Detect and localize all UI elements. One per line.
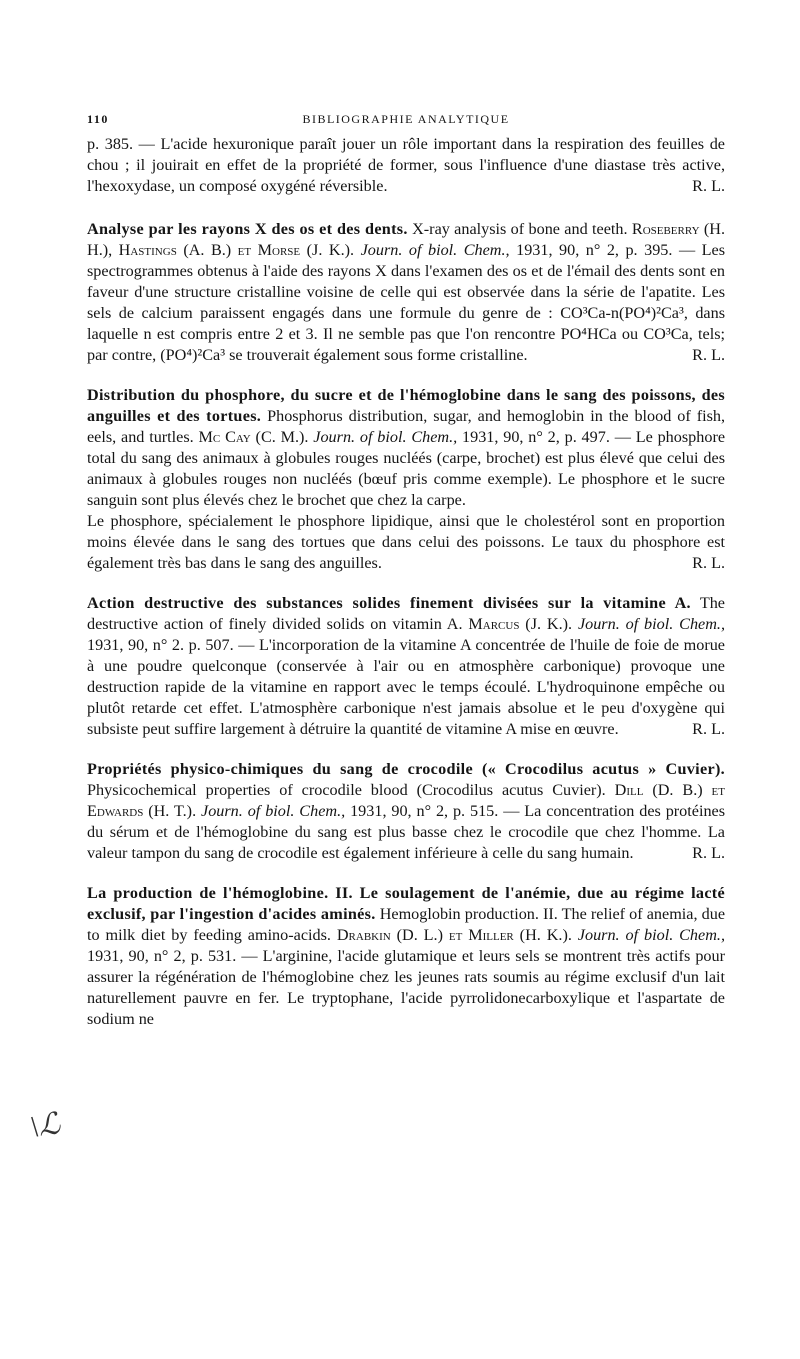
entry-paragraph (87, 883, 725, 1030)
entry-text: p. 385. — L'acide hexuronique paraît jouer un rôle important dans la respiration des feuilles de chou ; il jouirait en effet de la propriété de former, sous l'influence d'une diastase très active, l'hexoxydase, un composé oxygéné réversible. R. L. (87, 135, 725, 195)
signature: R. L. (692, 720, 725, 738)
journal: Journ. of biol. Chem., (201, 802, 346, 820)
journal: Journ. of biol. Chem., (313, 428, 458, 446)
entry-title: La production de l'hémoglobine. II. Le soulagement de l'anémie, due au régime lacté exclusif, par l'ingestion d'acides aminés. (87, 884, 725, 923)
entry-title: Distribution du phosphore, du sucre et de l'hémoglobine dans le sang des poissons, des anguilles et des tortues. (87, 386, 725, 425)
page (87, 112, 725, 1030)
authors: Roseberry (H. H.), Hastings (A. B.) et Morse (J. K.). (87, 220, 726, 259)
entry-title: Propriétés physico-chimiques du sang de crocodile (« Crocodilus acutus » Cuvier). (87, 760, 725, 778)
entry-paragraph (87, 759, 725, 864)
reference: 1931, 90, n° 2, p. 395. (516, 241, 673, 259)
entry-title: Action destructive des substances solides finement divisées sur la vitamine A. (87, 594, 691, 612)
english-title: X-ray analysis of bone and teeth. (412, 220, 628, 238)
entry-title: Analyse par les rayons X des os et des dents. (87, 220, 408, 238)
journal: Journ. of biol. Chem., (577, 926, 725, 944)
abstract: — L'arginine, l'acide glutamique et leurs sels se montrent très actifs pour assurer la régénération de l'hémoglobine chez les jeunes rats soumis au régime exclusif d'un lait naturellement pauvre en fer. Le tryptophane, l'acide pyrrolidonecarboxylique et l'aspartate de sodium ne (87, 947, 726, 1028)
entry-rayons-x (87, 219, 725, 366)
reference: 1931, 90, n° 2, p. 515. (350, 802, 499, 820)
running-header (87, 112, 725, 134)
abstract-continued: Le phosphore, spécialement le phosphore lipidique, ainsi que le cholestérol sont en proportion moins élevée dans le sang des tortues que dans celui des poissons. Le taux du phosphore est également très bas dans le sang des anguilles. (87, 512, 725, 572)
english-title: Phosphorus distribution, sugar, and hemoglobin in the blood of fish, eels, and turtles. (87, 407, 726, 446)
reference: 1931, 90, n° 2, p. 497. (462, 428, 610, 446)
signature: R. L. (692, 346, 725, 364)
english-title: Physicochemical properties of crocodile blood (Crocodilus acutus Cuvier). (87, 781, 606, 799)
page-number: 110 (87, 112, 109, 126)
abstract: — L'incorporation de la vitamine A concentrée de l'huile de foie de morue à une poudre quelconque (conservée à l'air ou en atmosphère carbonique) provoque une destruction rapide de la vitamine en rapport avec le temps écoulé. L'hydroquinone empêche ou plutôt retarde cet effet. L'atmosphère carbonique n'est jamais absolue et le peu d'oxygène qui subsiste peut suffire largement à détruire la quantité de vitamine A mise en œuvre. (87, 636, 725, 738)
english-title: Hemoglobin production. II. The relief of anemia, due to milk diet by feeding amino-acids. (87, 905, 725, 944)
entry-paragraph (87, 593, 725, 740)
handwritten-margin-note: \ℒ (27, 1107, 63, 1144)
entry-crocodile (87, 759, 725, 864)
authors: Marcus (J. K.). (468, 615, 573, 633)
entry-hemoglobine (87, 883, 725, 1030)
reference: 1931, 90, n° 2, p. 531. (87, 947, 237, 965)
authors: Dill (D. B.) et Edwards (H. T.). (87, 781, 725, 820)
abstract: — La concentration des protéines du sérum et de l'hémoglobine du sang est plus basse chez le crocodile que chez l'homme. La valeur tampon du sang de crocodile est également inférieure à celle du sang humain. (87, 802, 726, 862)
authors: Mc Cay (C. M.). (198, 428, 309, 446)
english-title: The destructive action of finely divided solids on vitamin A. (87, 594, 725, 633)
signature: R. L. (692, 554, 725, 572)
entry-paragraph-2 (87, 511, 725, 574)
journal: Journ. of biol. Chem., (577, 615, 726, 633)
abstract: — Le phosphore total du sang des animaux à globules rouges nucléés (carpe, brochet) est plus élevé que celui des animaux à globules rouges non nucléés (bœuf pris comme exemple). Le phosphore et le sucre sanguin sont plus élevés chez le brochet que chez la carpe. (87, 428, 726, 509)
entry-continuation (87, 134, 725, 197)
journal: Journ. of biol. Chem., (360, 241, 510, 259)
entry-paragraph (87, 219, 725, 366)
abstract: — Les spectrogrammes obtenus à l'aide des rayons X dans l'examen des os et de l'émail des dents sont en faveur d'une structure cristalline voisine de celle qui est observée dans la série de l'apatite. Les sels de calcium paraissent engagés dans une formule du genre de : CO³Ca-n(PO⁴)²Ca³, dans laquelle n est compris entre 2 et 3. Il ne semble pas que l'on rencontre PO⁴HCa ou CO³Ca, tels; par contre, (PO⁴)²Ca³ se trouverait également sous forme cristalline. (87, 241, 726, 364)
entry-phosphore (87, 385, 725, 574)
signature: R. L. (692, 844, 725, 862)
signature: R. L. (692, 177, 725, 195)
reference: 1931, 90, n° 2. p. 507. (87, 636, 234, 654)
entry-vitamine-a (87, 593, 725, 740)
authors: Drabkin (D. L.) et Miller (H. K.). (336, 926, 572, 944)
running-title: BIBLIOGRAPHIE ANALYTIQUE (302, 112, 510, 126)
entry-paragraph (87, 385, 725, 511)
